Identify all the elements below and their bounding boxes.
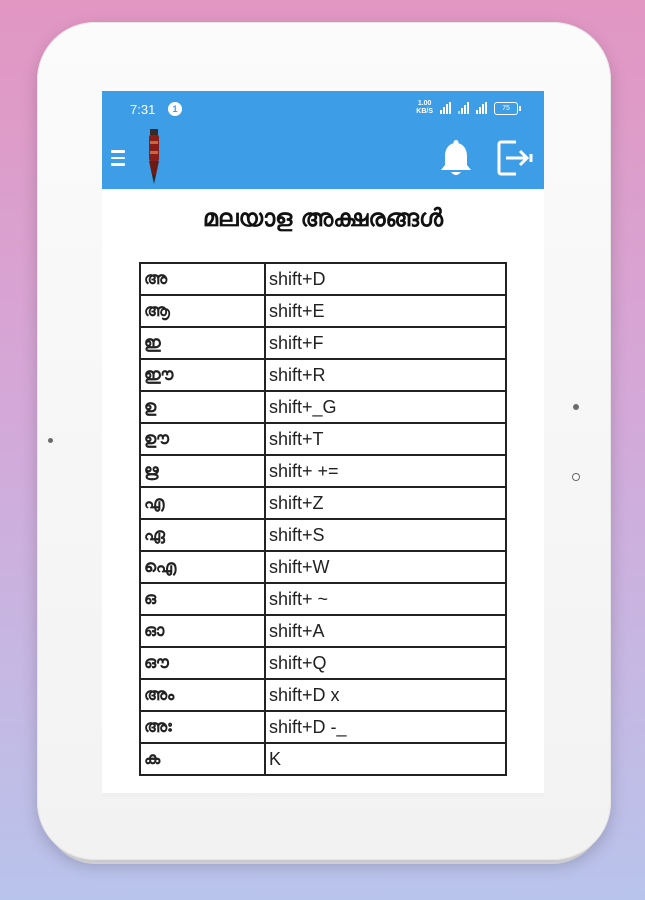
table-row xyxy=(140,711,506,743)
key-combination-cell: shift+Q xyxy=(265,647,506,679)
device-sensor xyxy=(573,404,579,410)
key-combination-cell: shift+ ~ xyxy=(265,583,506,615)
signal-icon xyxy=(440,102,451,114)
app-screen xyxy=(102,91,544,793)
table-row xyxy=(140,455,506,487)
device-sensor-ring xyxy=(572,473,580,481)
table-row xyxy=(140,583,506,615)
signal-icon-2 xyxy=(458,102,469,114)
page-title: മലയാള അക്ഷരങ്ങൾ xyxy=(202,204,444,232)
app-bar xyxy=(102,129,544,189)
table-row xyxy=(140,519,506,551)
key-combination-cell: shift+D -_ xyxy=(265,711,506,743)
key-combination-cell: shift+A xyxy=(265,615,506,647)
table-row xyxy=(140,295,506,327)
key-combination-cell: shift+S xyxy=(265,519,506,551)
malayalam-letter-cell: ക xyxy=(140,743,265,775)
status-time: 7:31 xyxy=(130,102,156,117)
network-speed-unit: KB/S xyxy=(416,108,433,115)
status-icons xyxy=(416,100,518,116)
screen-bottom-edge xyxy=(102,793,544,797)
table-row xyxy=(140,423,506,455)
malayalam-letter-cell: ഉ xyxy=(140,391,265,423)
table-row xyxy=(140,679,506,711)
key-combination-cell: shift+D xyxy=(265,263,506,295)
status-bar xyxy=(102,91,544,129)
battery-level: 75 xyxy=(502,104,510,112)
malayalam-letter-cell: ഋ xyxy=(140,455,265,487)
table-row xyxy=(140,359,506,391)
network-speed xyxy=(416,100,433,116)
malayalam-letter-cell: എ xyxy=(140,487,265,519)
signal-icon-3 xyxy=(476,102,487,114)
key-combination-cell: shift+ += xyxy=(265,455,506,487)
key-combination-cell: shift+F xyxy=(265,327,506,359)
malayalam-letter-cell: അഃ xyxy=(140,711,265,743)
malayalam-letter-cell: ഈ xyxy=(140,359,265,391)
table-row xyxy=(140,551,506,583)
notification-badge: 1 xyxy=(168,102,182,116)
key-combination-cell: shift+E xyxy=(265,295,506,327)
key-combination-cell: shift+_G xyxy=(265,391,506,423)
malayalam-letter-cell: അം xyxy=(140,679,265,711)
keyboard-mapping-table xyxy=(139,262,507,776)
battery-icon xyxy=(494,102,518,115)
bell-icon[interactable] xyxy=(438,140,474,178)
app-logo-icon xyxy=(144,129,164,185)
key-combination-cell: shift+T xyxy=(265,423,506,455)
malayalam-letter-cell: ഇ xyxy=(140,327,265,359)
key-combination-cell: shift+W xyxy=(265,551,506,583)
table-row xyxy=(140,263,506,295)
key-combination-cell: shift+Z xyxy=(265,487,506,519)
table-row xyxy=(140,327,506,359)
key-combination-cell: shift+D x xyxy=(265,679,506,711)
key-combination-cell: K xyxy=(265,743,506,775)
malayalam-letter-cell: ഔ xyxy=(140,647,265,679)
malayalam-letter-cell: അ xyxy=(140,263,265,295)
table-row xyxy=(140,647,506,679)
table-row xyxy=(140,615,506,647)
key-combination-cell: shift+R xyxy=(265,359,506,391)
malayalam-letter-cell: ഏ xyxy=(140,519,265,551)
malayalam-letter-cell: ഐ xyxy=(140,551,265,583)
device-camera xyxy=(48,438,53,443)
network-speed-value: 1.00 xyxy=(417,100,432,107)
malayalam-letter-cell: ഓ xyxy=(140,615,265,647)
table-row xyxy=(140,391,506,423)
malayalam-letter-cell: ഒ xyxy=(140,583,265,615)
logout-icon[interactable] xyxy=(496,139,534,177)
malayalam-letter-cell: ഊ xyxy=(140,423,265,455)
table-row xyxy=(140,487,506,519)
content-area xyxy=(102,200,544,769)
table-row xyxy=(140,743,506,775)
menu-icon[interactable] xyxy=(111,150,127,168)
malayalam-letter-cell: ആ xyxy=(140,295,265,327)
